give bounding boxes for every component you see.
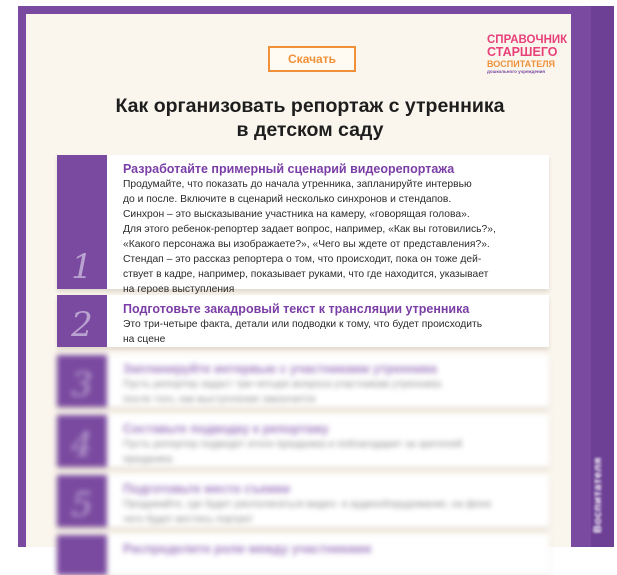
step-number-block [57, 415, 107, 467]
step-text-line: на героев выступления [123, 284, 235, 295]
step-title: Составьте подводку к репортажу [123, 422, 329, 436]
step-number-block [57, 295, 107, 347]
step-title: Разработайте примерный сценарий видеорепортажа [123, 162, 455, 176]
step-text-line: Для этого ребенок-репортер задает вопрос, например, «Как вы готовились?», [123, 224, 496, 235]
step-card-6 [57, 535, 549, 575]
step-card-2 [57, 295, 549, 347]
logo-line-3: ВОСПИТАТЕЛЯ [487, 59, 555, 69]
step-card-3 [57, 355, 549, 407]
logo-line-4: дошкольного учреждения [487, 69, 546, 74]
step-text-line: после того, как выступление закончится [123, 394, 316, 405]
step-number-block [57, 155, 107, 289]
step-text-line: ствует в кадре, например, показывает руками, что где находится, указывает [123, 269, 489, 280]
step-number-block [57, 475, 107, 527]
step-text-line: до и после. Включите в сценарий несколько синхронов и стендапов. [123, 194, 452, 205]
step-text-line: Это три-четыре факта, детали или подводки к тому, что будет происходить [123, 319, 483, 330]
step-text-line: Стендап – это рассказ репортера о том, что происходит, пока он тоже дей- [123, 254, 482, 265]
step-number: 3 [71, 365, 93, 405]
step-title: Распределите роли между участниками [123, 542, 372, 556]
step-card-5 [57, 475, 549, 527]
step-text-line: Пусть репортер задаст три-четыре вопроса участникам утренника [123, 379, 442, 390]
step-text-line: на сцене [123, 334, 166, 345]
logo-line-1: СПРАВОЧНИК [487, 34, 568, 46]
step-number: 5 [71, 485, 93, 525]
title-line-2: в детском саду [236, 119, 384, 141]
side-strip [591, 6, 614, 547]
step-title: Запланируйте интервью с участниками утренника [123, 362, 437, 376]
step-text-line: «Какого персонажа вы изображаете?», «Чего вы ждете от представления?». [123, 239, 490, 250]
page-title [60, 94, 560, 142]
publisher-logo [487, 34, 585, 75]
step-number: 4 [71, 425, 93, 465]
step-card-4 [57, 415, 549, 467]
step-text-line: чего будет вестись портрет [123, 514, 254, 525]
step-number: 1 [71, 247, 93, 287]
step-card-1 [57, 155, 549, 295]
step-number-block [57, 535, 107, 575]
step-title: Подготовьте закадровый текст к трансляции утренника [123, 302, 470, 316]
step-text-line: Пусть репортер подведет итоги праздника и поблагодарит за зрителей [123, 439, 463, 450]
title-line-1: Как организовать репортаж с утренника [115, 95, 505, 117]
download-button[interactable]: Скачать [268, 46, 356, 72]
side-strip-label: Воспитателя [592, 457, 604, 533]
logo-line-2: СТАРШЕГО [487, 45, 558, 59]
step-number: 2 [71, 305, 93, 345]
step-text-line: Синхрон – это высказывание участника на камеру, «говорящая голова». [123, 209, 470, 220]
step-text-line: Продумайте, где будет располагаться видео- и аудиооборудование, на фоне [123, 499, 492, 510]
step-number-block [57, 355, 107, 407]
step-text-line: праздника [123, 454, 173, 465]
step-title: Подготовьте место съемки [123, 482, 291, 496]
step-text-line: Продумайте, что показать до начала утренника, запланируйте интервью [123, 179, 472, 190]
